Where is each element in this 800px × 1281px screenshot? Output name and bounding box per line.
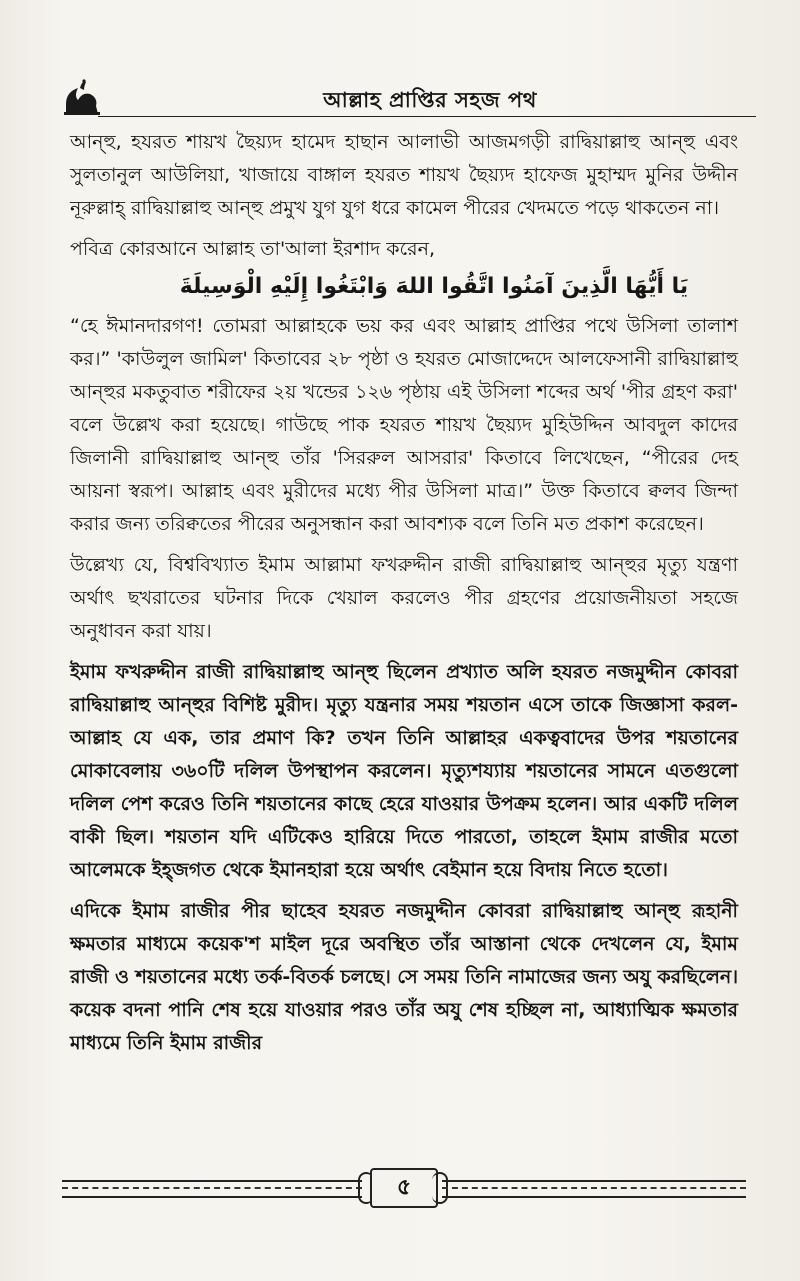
paragraph-translation: “হে ঈমানদারগণ! তোমরা আল্লাহকে ভয় কর এবং আল্লাহ প্রাপ্তির পথে উসিলা তালাশ কর।” 'কাউলুল জামিল' কিতাবের ২৮ পৃষ্ঠা ও হযরত মোজাদ্দেদে আলফেসানী রাদ্বিয়াল্লাহু আন্‌হুর মকতুবাত শরীফের ২য় খন্ডের ১২৬ পৃষ্ঠায় এই উসিলা শব্দের অর্থ 'পীর গ্রহণ করা' বলে উল্লেখ করা হয়েছে। গাউছে পাক হযরত শায়খ ছৈয়্যদ মুহিউদ্দিন আবদুল কাদের জিলানী রাদ্বিয়াল্লাহু আন্‌হু তাঁর 'সিররুল আসরার' কিতাবে লিখেছেন, “পীরের দেহ আয়না স্বরূপ। আল্লাহ এবং মুরীদের মধ্যে পীর উসিলা মাত্র।” উক্ত কিতাবে ক্বলব জিন্দা করার জন্য তরিক্বতের পীরের অনুসন্ধান করা আবশ্যক বলে তিনি মত প্রকাশ করেছেন। <box>70 315 738 535</box>
page-footer <box>62 1166 746 1216</box>
header-divider <box>98 116 756 117</box>
page-header <box>60 78 760 122</box>
running-title: আল্লাহ প্রাপ্তির সহজ পথ <box>323 88 537 112</box>
paragraph-verse-intro: পবিত্র কোরআনে আল্লাহ তা'আলা ইরশাদ করেন, <box>70 238 435 260</box>
paragraph-1: আন্‌হু, হযরত শায়খ ছৈয়্যদ হামেদ হাছান আলাভী আজমগড়ী রাদ্বিয়াল্লাহু আন্‌হু এবং সুলতানুল আউলিয়া, খাজায়ে বাঙ্গাল হযরত শায়খ ছৈয়্যদ হাফেজ মুহাম্মদ মুনির উদ্দীন নূরুল্লাহ্ রাদ্বিয়াল্লাহু আন্‌হু প্রমুখ যুগ যুগ ধরে কামেল পীরের খেদমতে পড়ে থাকতেন না। <box>70 131 738 219</box>
paragraph-najmuddin-kubra: এদিকে ইমাম রাজীর পীর ছাহেব হযরত নজমুদ্দীন কোবরা রাদ্বিয়াল্লাহু আন্‌হু রূহানী ক্ষমতার মাধ্যমে কয়েক'শ মাইল দূরে অবস্থিত তাঁর আস্তানা থেকে দেখলেন যে, ইমাম রাজী ও শয়তানের মধ্যে তর্ক-বিতর্ক চলছে। সে সময় তিনি নামাজের জন্য অযু করছিলেন। কয়েক বদনা পানি শেষ হয়ে যাওয়ার পরও তাঁর অযু শেষ হচ্ছিল না, আধ্যাত্মিক ক্ষমতার মাধ্যমে তিনি ইমাম রাজীর <box>70 900 738 1054</box>
paragraph-imam-razi-intro: উল্লেখ্য যে, বিশ্ববিখ্যাত ইমাম আল্লামা ফখরুদ্দীন রাজী রাদ্বিয়াল্লাহু আন্‌হুর মৃত্যু যন্ত্রণা অর্থাৎ ছখরাতের ঘটনার দিকে খেয়াল করলেও পীর গ্রহণের প্রয়োজনীয়তা সহজে অনুধাবন করা যায়। <box>70 554 738 642</box>
paragraph-imam-razi-story: ইমাম ফখরুদ্দীন রাজী রাদ্বিয়াল্লাহু আন্‌হু ছিলেন প্রখ্যাত অলি হযরত নজমুদ্দীন কোবরা রাদ্বিয়াল্লাহু আন্‌হুর বিশিষ্ট মুরীদ। মৃত্যু যন্ত্রনার সময় শয়তান এসে তাকে জিজ্ঞাসা করল- আল্লাহ যে এক, তার প্রমাণ কি? তখন তিনি আল্লাহর একত্ববাদের উপর শয়তানের মোকাবেলায় ৩৬০টি দলিল উপস্থাপন করলেন। মৃত্যুশয্যায় শয়তানের সামনে এতগুলো দলিল পেশ করেও তিনি শয়তানের কাছে হেরে যাওয়ার উপক্রম হলেন। আর একটি দলিল বাকী ছিল। শয়তান যদি এটিকেও হারিয়ে দিতে পারতো, তাহলে ইমাম রাজীর মতো আলেমকে ইহ্জগত থেকে ইমানহারা হয়ে অর্থাৎ বেইমান হয়ে বিদায় নিতে হতো। <box>70 661 738 881</box>
footer-rule-right <box>442 1180 746 1198</box>
page-body <box>70 126 738 1068</box>
page-number: ৫ <box>370 1168 438 1208</box>
mosque-icon <box>60 78 104 118</box>
arabic-verse: يَا أَيُّهَا الَّذِينَ آمَنُوا اتَّقُوا اللهَ وَابْتَغُوا إِلَيْهِ الْوَسِيلَةَ <box>179 274 689 299</box>
footer-rule-left <box>62 1180 362 1198</box>
